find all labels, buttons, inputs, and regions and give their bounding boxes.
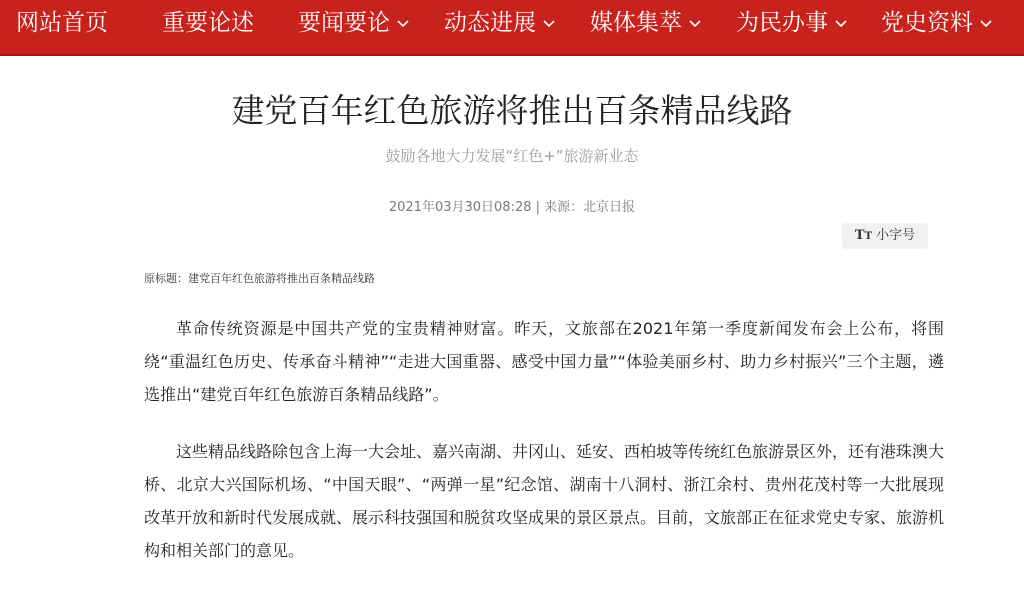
nav-item-party-history[interactable]	[881, 0, 992, 46]
article-title: 建党百年红色旅游将推出百条精品线路	[231, 91, 793, 130]
nav-item-key-news[interactable]	[298, 0, 409, 46]
nav-item-label: 网站首页	[16, 10, 108, 36]
nav-item-label: 为民办事	[736, 10, 828, 36]
original-title: 原标题：建党百年红色旅游将推出百条精品线路	[144, 272, 375, 285]
top-navigation-bar	[0, 0, 1024, 56]
nav-item-label: 要闻要论	[298, 10, 390, 36]
font-size-icon: TT	[854, 228, 873, 243]
font-size-toggle-label: 小字号	[876, 228, 916, 243]
nav-item-home[interactable]	[16, 0, 108, 46]
article-subtitle: 鼓励各地大力发展“红色+”旅游新业态	[385, 147, 639, 165]
nav-item-label: 党史资料	[881, 10, 973, 36]
chevron-down-icon	[835, 20, 847, 28]
chevron-down-icon	[397, 20, 409, 28]
nav-item-label: 媒体集萃	[590, 10, 682, 36]
nav-item-serve-people[interactable]	[736, 0, 847, 46]
nav-item-important-statements[interactable]	[162, 0, 254, 46]
article-paragraph: 这些精品线路除包含上海一大会址、嘉兴南湖、井冈山、延安、西柏坡等传统红色旅游景区外，还有港珠澳大桥、北京大兴国际机场、“中国天眼”、“两弹一星”纪念馆、湖南十八洞村、浙江余村、贵州花茂村等一大批展现改革开放和新时代发展成就、展示科技强国和脱贫攻坚成果的景区景点。目前，文旅部正在征求党史专家、旅游机构和相关部门的意见。	[144, 442, 945, 560]
nav-item-media-collection[interactable]	[590, 0, 701, 46]
nav-item-progress[interactable]	[444, 0, 555, 46]
font-size-toggle-button[interactable]	[842, 223, 928, 249]
chevron-down-icon	[689, 20, 701, 28]
chevron-down-icon	[980, 20, 992, 28]
article-paragraph: 革命传统资源是中国共产党的宝贵精神财富。昨天，文旅部在2021年第一季度新闻发布会上公布，将围绕“重温红色历史、传承奋斗精神”“走进大国重器、感受中国力量”“体验美丽乡村、助力乡村振兴”三个主题，遴选推出“建党百年红色旅游百条精品线路”。	[144, 319, 944, 404]
chevron-down-icon	[543, 20, 555, 28]
nav-item-label: 重要论述	[162, 10, 254, 36]
nav-item-label: 动态进展	[444, 10, 536, 36]
article-meta: 2021年03月30日08:28 | 来源：北京日报	[388, 200, 636, 215]
